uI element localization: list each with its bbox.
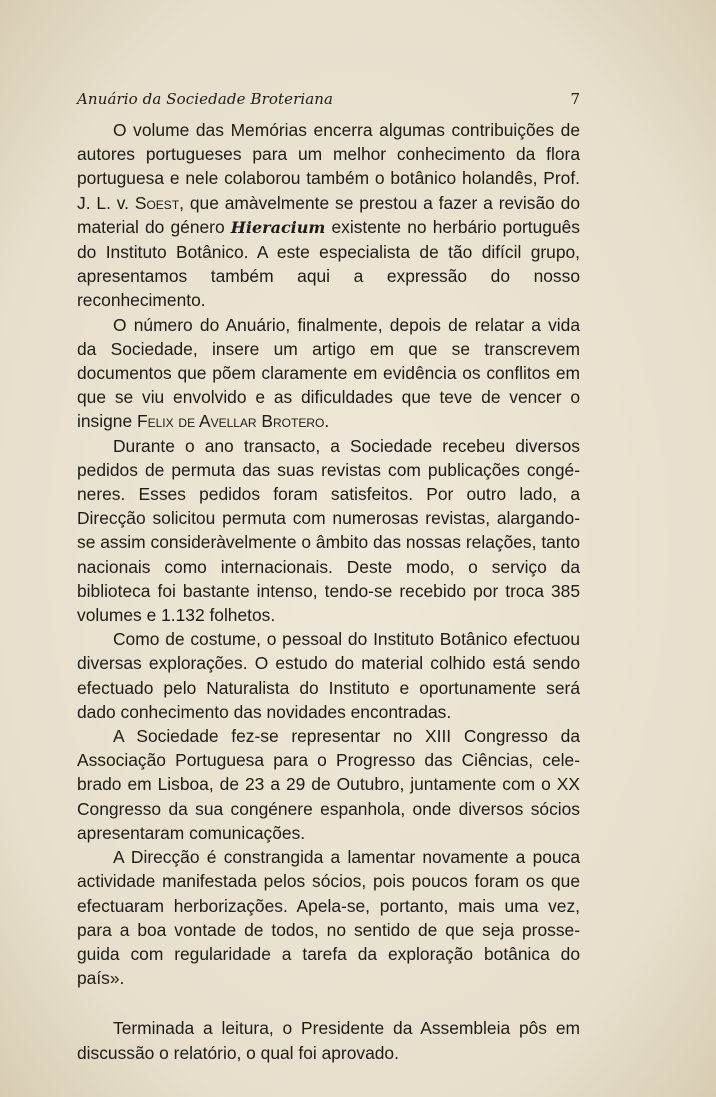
page-number: 7 <box>570 90 580 108</box>
paragraph-memorias <box>77 118 580 313</box>
running-title: Anuário da Sociedade Broteriana <box>77 90 334 108</box>
body-text <box>77 118 580 1065</box>
paragraph-text: , que amàvelmente se prestou a fazer a revisão do material do género <box>77 192 580 237</box>
paragraph-conclusion: Terminada a leitura, o Presidente da Assembleia pôs em discussão o relatório, o qual foi aprovado. <box>77 1018 580 1063</box>
paragraph-text: . <box>324 411 330 432</box>
person-name-brotero: Felix de Avellar Brotero <box>136 411 325 432</box>
paragraph-congresso: A Sociedade fez-se representar no XIII Congresso da Associação Portuguesa para o Progresso das Ciências, celebrado em Lisboa, de 23 a 29 de Outubro, juntamente com o XX Congresso da sua congénere espanhola, onde diversos sócios apresentaram comunicações. <box>77 726 580 843</box>
paragraph-text: existente no herbário português do Instituto Botânico. A este especialista de tão difícil grupo, apresentamos também aqui a expressão do nosso reconhecimento. <box>77 216 580 311</box>
person-name-soest: Soest <box>134 192 180 213</box>
page-header <box>77 90 580 108</box>
paragraph-text: O número do Anuário, finalmente, depois de relatar a vida da Sociedade, insere um artigo em que se transcrevem documentos que põem claramente em evidência os conflitos em que se viu envolvido e as dificuldades que teve de vencer o insigne <box>77 314 580 432</box>
paragraph-exploracoes: Como de costume, o pessoal do Instituto Botânico efectuou diversas explorações. O estudo do material colhido está sendo efectuado pelo Naturalista do Instituto e oportunamente será dado conhecimento das novidades encontradas. <box>77 629 580 722</box>
paragraph-permuta: Durante o ano transacto, a Sociedade recebeu diversos pedidos de permuta das suas revistas com publicações congéneres. Esses pedidos foram satisfeitos. Por outro lado, a Direcção solicitou permuta com numerosas revistas, alargando-se assim consideràvelmente o âmbito das nossas relações, tanto nacionais como internacionais. Deste modo, o serviço da biblioteca foi bastante intenso, tendo-se recebido por troca 385 volumes e 1.132 folhetos. <box>77 435 580 626</box>
paragraph-text: O volume das Memórias encerra algumas contribuições de autores portugueses para um melhor conhecimento da flora portuguesa e nele colaborou também o botânico holandês, Prof. J. L. v. <box>77 120 580 213</box>
genus-name: Hieracium <box>230 217 326 237</box>
paragraph-direccao: A Direcção é constrangida a lamentar novamente a pouca actividade manifestada pelos sócios, pois poucos foram os que efectuaram herborizações. Apela-se, portanto, mais uma vez, para a boa vontade de todos, no sentido de que seja prosseguida com regularidade a tarefa da exploração botânica do país». <box>77 847 580 989</box>
paragraph-anuario <box>77 313 580 434</box>
